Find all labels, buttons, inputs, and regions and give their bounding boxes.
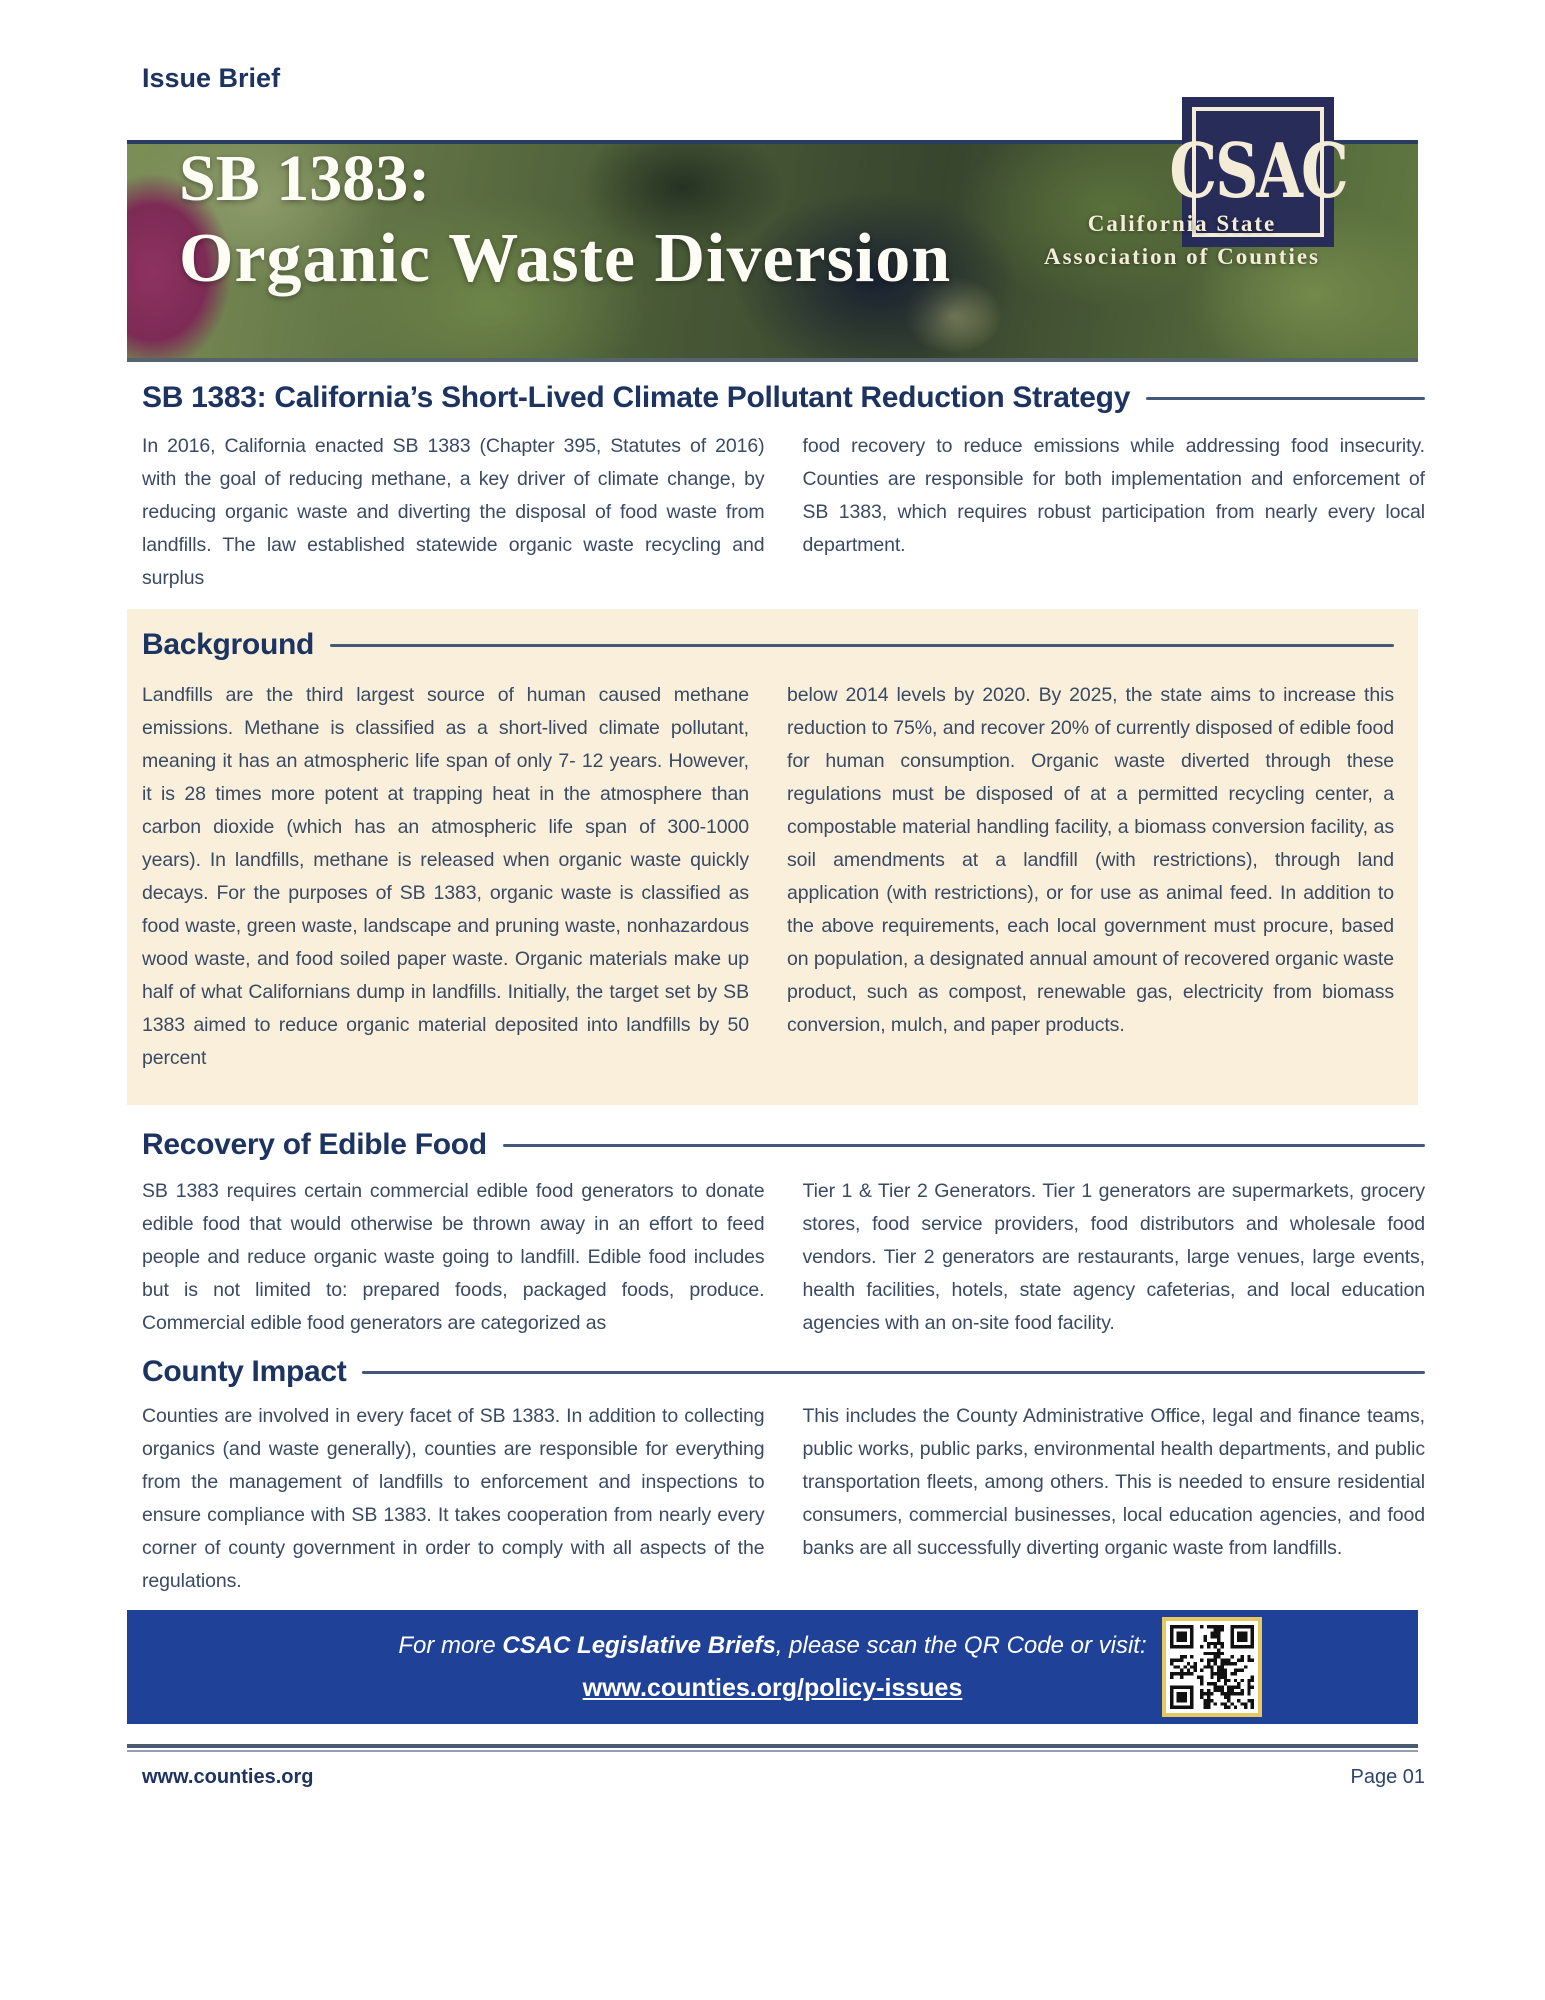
county-impact-heading-row (142, 1354, 1425, 1390)
intro-heading-rule (1146, 397, 1425, 400)
intro-columns (142, 430, 1425, 595)
cta-text-suffix: , please scan the QR Code or visit: (775, 1631, 1147, 1659)
background-column-left: Landfills are the third largest source of human caused methane emissions. Methane is classified as a short-lived climate pollutant, meaning it has an atmospheric life span of only 7- 12 years. However, it is 28 times more potent at trapping heat in the atmosphere than carbon dioxide (which has an atmospheric life span of 300-1000 years). In landfills, methane is released when organic waste quickly decays. For the purposes of SB 1383, organic waste is classified as food waste, green waste, landscape and pruning waste, nonhazardous wood waste, and food soiled paper waste. Organic materials make up half of what Californians dump in landfills. Initially, the target set by SB 1383 aimed to reduce organic material deposited into landfills by 50 percent (142, 684, 749, 1069)
county-impact-column-left: Counties are involved in every facet of SB 1383. In addition to collecting organics (and waste generally), counties are responsible for everything from the management of landfills to enforcement and inspections to ensure compliance with SB 1383. It takes cooperation from nearly every corner of county government in order to comply with all aspects of the regulations. (142, 1405, 765, 1592)
intro-column-left: In 2016, California enacted SB 1383 (Chapter 395, Statutes of 2016) with the goal of reducing methane, a key driver of climate change, by reducing organic waste and diverting the disposal of food waste from landfills. The law established statewide organic waste recycling and surplus (142, 435, 765, 589)
footer-website-link[interactable]: www.counties.org (142, 1766, 314, 1788)
cta-text-prefix: For more (398, 1631, 503, 1659)
hero-banner (127, 128, 1418, 362)
recovery-column-left: SB 1383 requires certain commercial edible food generators to donate edible food that would otherwise be thrown away in an effort to feed people and reduce organic waste going to landfill. Edible food includes but is not limited to: prepared foods, packaged foods, produce. Commercial edible food generators are categorized as (142, 1180, 765, 1334)
banner-title-line2: Organic Waste Diversion (179, 220, 952, 297)
background-heading-rule (330, 644, 1394, 647)
county-impact-heading-rule (362, 1371, 1425, 1374)
qr-code (1162, 1617, 1262, 1717)
footer-page-number: Page 01 (1350, 1766, 1425, 1788)
recovery-columns (142, 1175, 1425, 1340)
intro-section-title: SB 1383: California’s Short-Lived Climate Pollutant Reduction Strategy (142, 381, 1131, 414)
county-impact-section-title: County Impact (142, 1355, 347, 1388)
cta-banner (127, 1610, 1418, 1724)
recovery-heading-row (142, 1127, 1425, 1163)
recovery-column-right: Tier 1 & Tier 2 Generators. Tier 1 generators are supermarkets, grocery stores, food service providers, food distributors and wholesale food vendors. Tier 2 generators are restaurants, large venues, large events, health facilities, hotels, state agency cafeterias, and local education agencies with an on-site food facility. (802, 1180, 1425, 1334)
qr-code-pattern (1170, 1625, 1254, 1709)
banner-title (179, 142, 952, 297)
recovery-section-title: Recovery of Edible Food (142, 1128, 487, 1161)
document-type-label: Issue Brief (142, 63, 281, 93)
county-impact-columns (142, 1400, 1425, 1598)
csac-caption-line2: Association of Counties (1043, 244, 1320, 269)
background-section-title: Background (142, 628, 315, 661)
cta-text-bold: CSAC Legislative Briefs (502, 1631, 776, 1659)
csac-caption-line1: California State (1087, 211, 1277, 236)
background-columns (142, 679, 1394, 1075)
background-column-right: below 2014 levels by 2020. By 2025, the state aims to increase this reduction to 75%, and recover 20% of currently disposed of edible food for human consumption. Organic waste diverted through these regulations must be disposed of at a permitted recycling center, a compostable material handling facility, a biomass conversion facility, as soil amendments at a landfill (with restrictions), through land application (with restrictions), or for use as animal feed. In addition to the above requirements, each local government must procure, based on population, a designated annual amount of recovered organic waste product, such as compost, renewable gas, electricity from biomass conversion, mulch, and paper products. (787, 684, 1394, 1036)
footer-divider (127, 1744, 1418, 1752)
cta-policy-link[interactable]: www.counties.org/policy-issues (582, 1673, 963, 1702)
banner-title-line1: SB 1383: (179, 142, 431, 215)
intro-column-right: food recovery to reduce emissions while addressing food insecurity. Counties are responsible for both implementation and enforcement of SB 1383, which requires robust participation from nearly every local department. (802, 435, 1425, 556)
footer (142, 1766, 1425, 1789)
background-section (127, 609, 1418, 1105)
recovery-heading-rule (503, 1144, 1425, 1147)
csac-logo-glyph: CSAC (1169, 128, 1347, 216)
background-heading-row (142, 627, 1394, 663)
csac-logo (1043, 97, 1347, 269)
csac-logo-caption (1012, 207, 1352, 273)
intro-section-heading-row (142, 380, 1425, 416)
county-impact-column-right: This includes the County Administrative Office, legal and finance teams, public works, public parks, environmental health departments, and public transportation fleets, among others. This is needed to ensure residential consumers, commercial businesses, local education agencies, and food banks are all successfully diverting organic waste from landfills. (802, 1405, 1425, 1559)
